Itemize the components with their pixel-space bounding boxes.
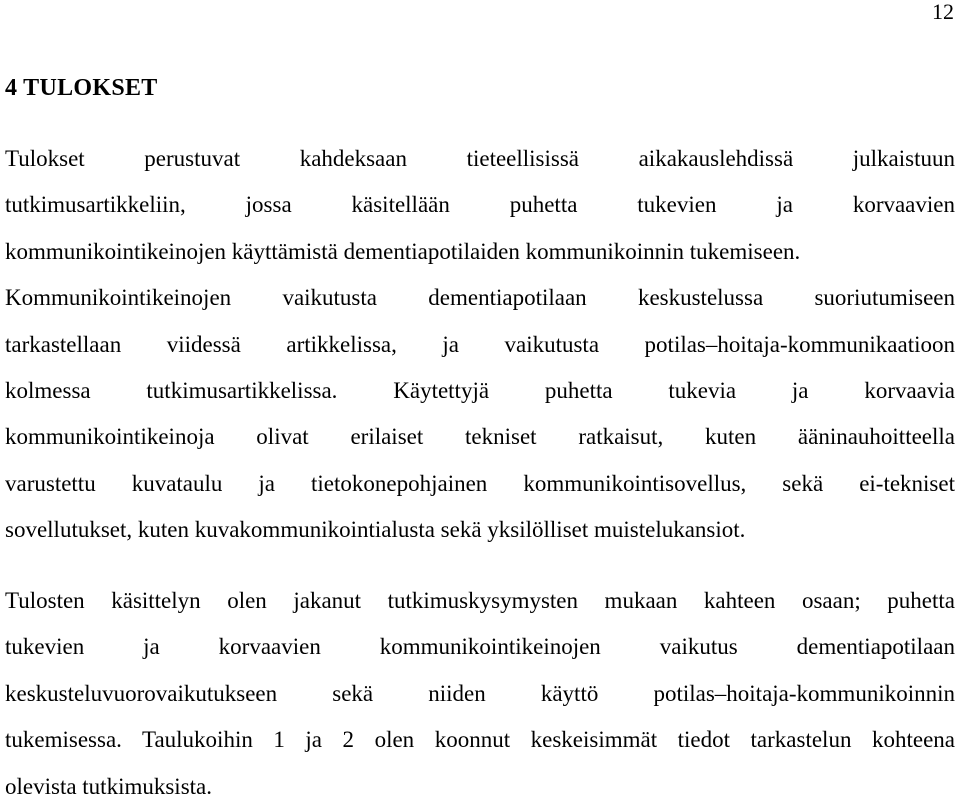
paragraph-line: kommunikointikeinoja olivat erilaiset tekniset ratkaisut, kuten ääninauhoitteella bbox=[5, 424, 955, 450]
paragraph-line: keskusteluvuorovaikutukseen sekä niiden käyttö potilas–hoitaja-kommunikoinnin bbox=[5, 680, 955, 706]
paragraph-line: kolmessa tutkimusartikkelissa. Käytettyjä puhetta tukevia ja korvaavia bbox=[5, 377, 955, 403]
paragraph-line: tukevien ja korvaavien kommunikointikeinojen vaikutus dementiapotilaan bbox=[5, 634, 955, 660]
paragraph-line: olevista tutkimuksista. bbox=[5, 773, 212, 799]
paragraph-line: Kommunikointikeinojen vaikutusta dementiapotilaan keskustelussa suoriutumiseen bbox=[5, 285, 955, 311]
section-heading: 4 TULOKSET bbox=[5, 75, 158, 101]
paragraph-line: tutkimusartikkeliin, jossa käsitellään puhetta tukevien ja korvaavien bbox=[5, 192, 955, 218]
paragraph-line: tukemisessa. Taulukoihin 1 ja 2 olen koonnut keskeisimmät tiedot tarkastelun kohteena bbox=[5, 727, 955, 753]
paragraph-line: tarkastellaan viidessä artikkelissa, ja vaikutusta potilas–hoitaja-kommunikaatioon bbox=[5, 331, 955, 357]
paragraph-line: varustettu kuvataulu ja tietokonepohjainen kommunikointisovellus, sekä ei-tekniset bbox=[5, 470, 955, 496]
paragraph-line: Tulosten käsittelyn olen jakanut tutkimuskysymysten mukaan kahteen osaan; puhetta bbox=[5, 588, 955, 613]
paragraph-line: Tulokset perustuvat kahdeksaan tieteellisissä aikakauslehdissä julkaistuun bbox=[5, 146, 955, 171]
page-number: 12 bbox=[932, 0, 954, 24]
paragraph-line: kommunikointikeinojen käyttämistä dementiapotilaiden kommunikoinnin tukemiseen. bbox=[5, 238, 801, 264]
paragraph-line: sovellutukset, kuten kuvakommunikointialusta sekä yksilölliset muistelukansiot. bbox=[5, 517, 746, 543]
paragraph-1 bbox=[5, 136, 955, 554]
paragraph-2 bbox=[5, 578, 955, 810]
